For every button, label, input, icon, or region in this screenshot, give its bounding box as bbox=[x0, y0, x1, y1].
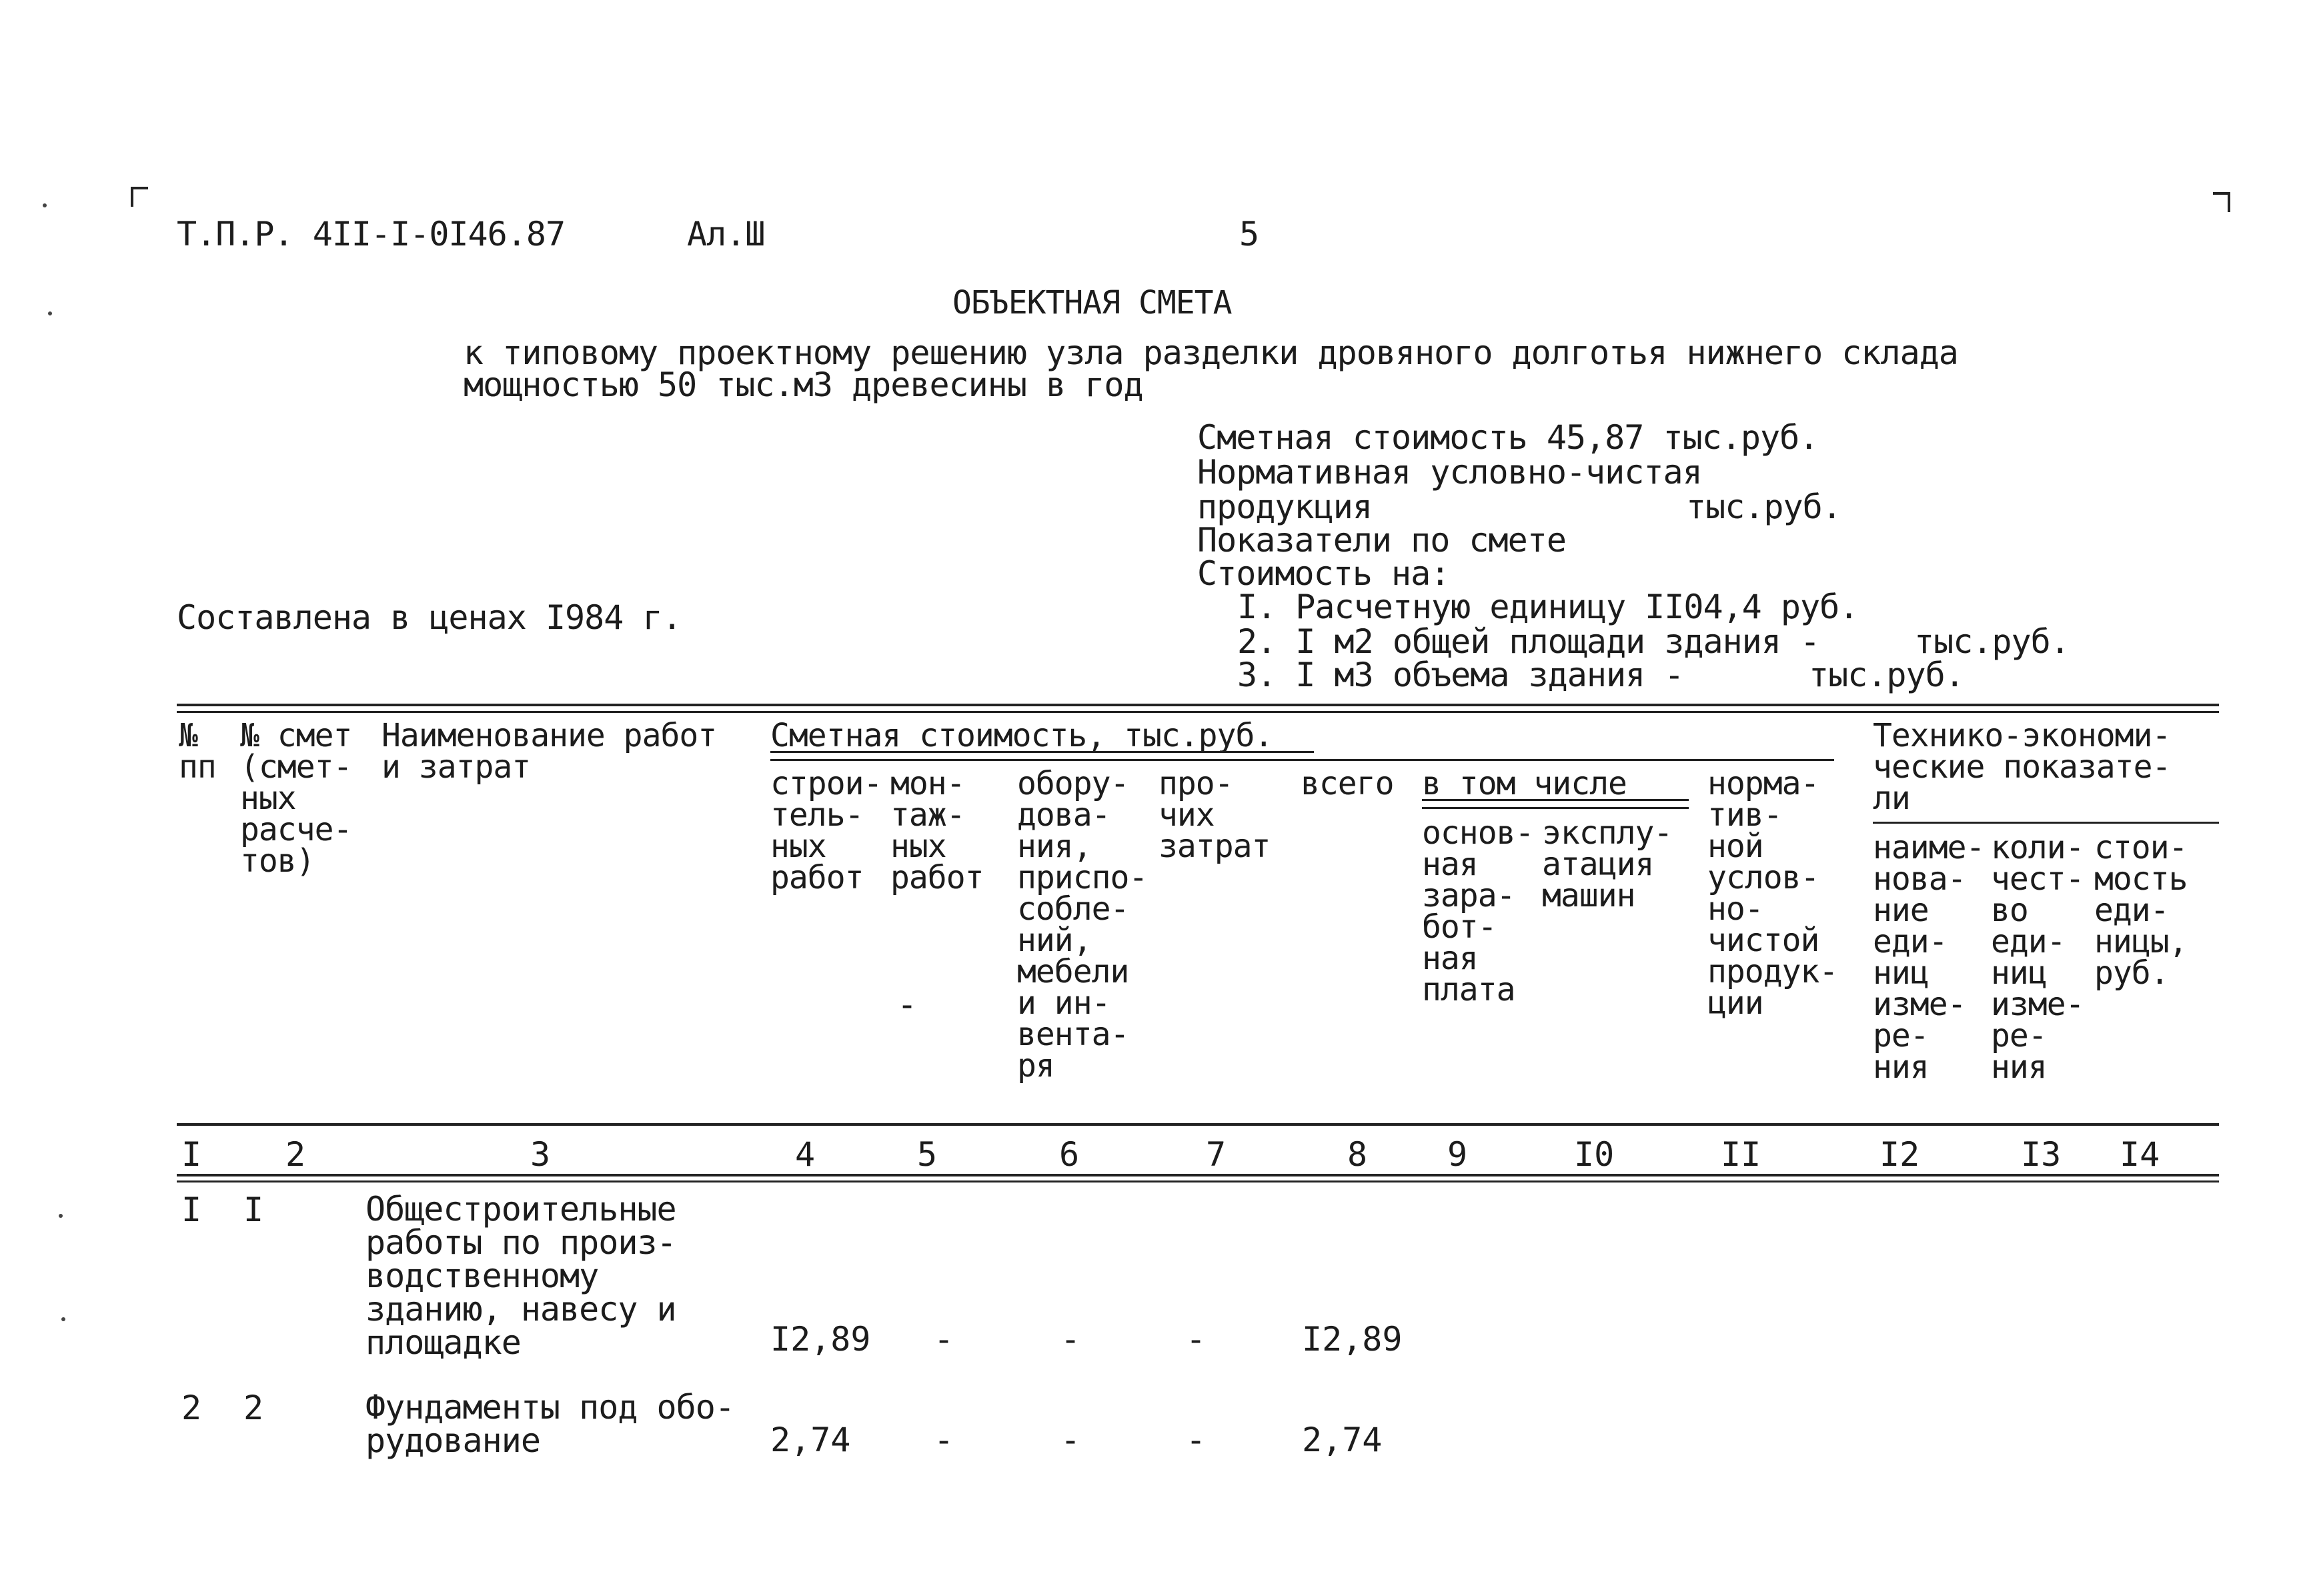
table-row-2-number: 2 bbox=[181, 1389, 202, 1427]
corner-mark-right bbox=[2213, 192, 2230, 212]
corner-mark-left bbox=[131, 187, 148, 207]
column-numbers-bottom-rule-2 bbox=[177, 1180, 2219, 1182]
table-row-1-number: I bbox=[181, 1190, 202, 1229]
header-row-number: № пп bbox=[179, 717, 216, 786]
prices-year: Составлена в ценах I984 г. bbox=[177, 598, 682, 637]
column-number: I2 bbox=[1879, 1135, 1920, 1174]
header-other-costs: про- чих затрат bbox=[1159, 765, 1271, 865]
header-dash-mark: - bbox=[897, 985, 917, 1024]
table-row-2-other: - bbox=[1186, 1421, 1207, 1459]
header-unit-name: наиме- нова- ние еди- ниц изме- ре- ния bbox=[1873, 829, 1985, 1086]
column-number: II bbox=[1721, 1135, 1761, 1174]
table-row-1-name: Общестроительные работы по произ- водственному зданию, навесу и площадке bbox=[365, 1190, 676, 1362]
column-number: 7 bbox=[1206, 1135, 1227, 1174]
document-subtitle: к типовому проектному решению узла разделки дровяного долготья нижнего склада мощностью 50 тыс.м3 древесины в год bbox=[464, 333, 1958, 404]
header-total: всего bbox=[1301, 765, 1394, 802]
table-row-2-name: Фундаменты под обо- рудование bbox=[365, 1388, 734, 1460]
column-number: 2 bbox=[285, 1135, 306, 1174]
table-row-1-estimate: I bbox=[243, 1190, 264, 1229]
header-unit-cost: стои- мость еди- ницы, руб. bbox=[2094, 829, 2188, 992]
cost-per-m2: 2. I м2 общей площади здания - bbox=[1237, 622, 1820, 661]
cost-per-m3-unit: тыс.руб. bbox=[1809, 656, 1964, 694]
estimated-cost: Сметная стоимость 45,87 тыс.руб. bbox=[1197, 418, 1819, 457]
table-row-1-total: I2,89 bbox=[1302, 1320, 1403, 1359]
header-group-cost-underline bbox=[770, 751, 1314, 753]
table-row-2-estimate: 2 bbox=[243, 1389, 264, 1427]
header-group-including: в том числе bbox=[1422, 765, 1627, 802]
header-unit-quantity: коли- чест- во еди- ниц изме- ре- ния bbox=[1991, 829, 2084, 1086]
table-top-rule bbox=[177, 704, 2219, 706]
document-code: Т.П.Р. 4II-I-0I46.87 bbox=[177, 215, 566, 253]
column-number: 8 bbox=[1347, 1135, 1368, 1174]
column-number: I4 bbox=[2120, 1135, 2160, 1174]
table-row-2-installation: - bbox=[934, 1421, 954, 1459]
scan-speck bbox=[59, 1214, 63, 1218]
album-number: Ал.Ш bbox=[687, 215, 765, 253]
column-number: I bbox=[181, 1135, 202, 1174]
header-estimate-number: № смет (смет- ных расче- тов) bbox=[240, 717, 352, 880]
column-number: I3 bbox=[2021, 1135, 2062, 1174]
table-row-1-construction: I2,89 bbox=[770, 1320, 871, 1359]
header-basic-wages: основ- ная зара- бот- ная плата bbox=[1422, 814, 1534, 1008]
header-machine-operation: эксплу- атация машин bbox=[1542, 814, 1673, 914]
scan-speck bbox=[61, 1317, 65, 1321]
column-numbers-bottom-rule bbox=[177, 1174, 2219, 1176]
column-number: 3 bbox=[530, 1135, 551, 1174]
cost-per-m3: 3. I м3 объема здания - bbox=[1237, 656, 1684, 694]
table-row-2-total: 2,74 bbox=[1302, 1421, 1383, 1459]
header-installation-works: мон- таж- ных работ bbox=[890, 765, 984, 896]
header-group-cost: Сметная стоимость, тыс.руб. bbox=[770, 717, 1273, 754]
table-row-1-installation: - bbox=[934, 1320, 954, 1359]
column-number: 9 bbox=[1447, 1135, 1468, 1174]
table-row-1-other: - bbox=[1186, 1320, 1207, 1359]
header-group-technical: Технико-экономи- ческие показате- ли bbox=[1873, 717, 2171, 817]
column-number: I0 bbox=[1574, 1135, 1615, 1174]
scan-speck bbox=[48, 311, 52, 315]
header-group-including-underline bbox=[1422, 799, 1689, 801]
column-number: 4 bbox=[795, 1135, 816, 1174]
column-numbers-top-rule bbox=[177, 1123, 2219, 1126]
header-group-cost-rule bbox=[770, 759, 1834, 761]
page-number: 5 bbox=[1239, 215, 1259, 253]
normative-unit: тыс.руб. bbox=[1686, 488, 1841, 526]
table-row-2-equipment: - bbox=[1060, 1421, 1081, 1459]
document-title: ОБЪЕКТНАЯ СМЕТА bbox=[952, 284, 1232, 321]
scan-speck bbox=[43, 203, 47, 207]
normative-label: Нормативная условно-чистая bbox=[1197, 453, 1702, 492]
header-construction-works: строи- тель- ных работ bbox=[770, 765, 882, 896]
header-normative-production: норма- тив- ной услов- но- чистой продук- ции bbox=[1707, 765, 1838, 1022]
table-row-2-construction: 2,74 bbox=[770, 1421, 851, 1459]
header-group-technical-rule bbox=[1873, 822, 2219, 824]
column-number: 6 bbox=[1059, 1135, 1080, 1174]
cost-per-m2-unit: тыс.руб. bbox=[1914, 622, 2070, 661]
cost-per-unit: I. Расчетную единицу II04,4 руб. bbox=[1237, 588, 1859, 626]
normative-label-2: продукция bbox=[1197, 488, 1372, 526]
table-top-rule-2 bbox=[177, 711, 2219, 713]
indicators-label: Показатели по смете bbox=[1197, 521, 1566, 560]
column-number: 5 bbox=[917, 1135, 938, 1174]
table-row-1-equipment: - bbox=[1060, 1320, 1081, 1359]
header-equipment: обору- дова- ния, приспо- собле- ний, мебели и ин- вента- ря bbox=[1017, 765, 1148, 1084]
header-work-name: Наименование работ и затрат bbox=[381, 717, 717, 786]
cost-for-label: Стоимость на: bbox=[1197, 554, 1450, 593]
header-group-including-rule bbox=[1422, 807, 1689, 809]
